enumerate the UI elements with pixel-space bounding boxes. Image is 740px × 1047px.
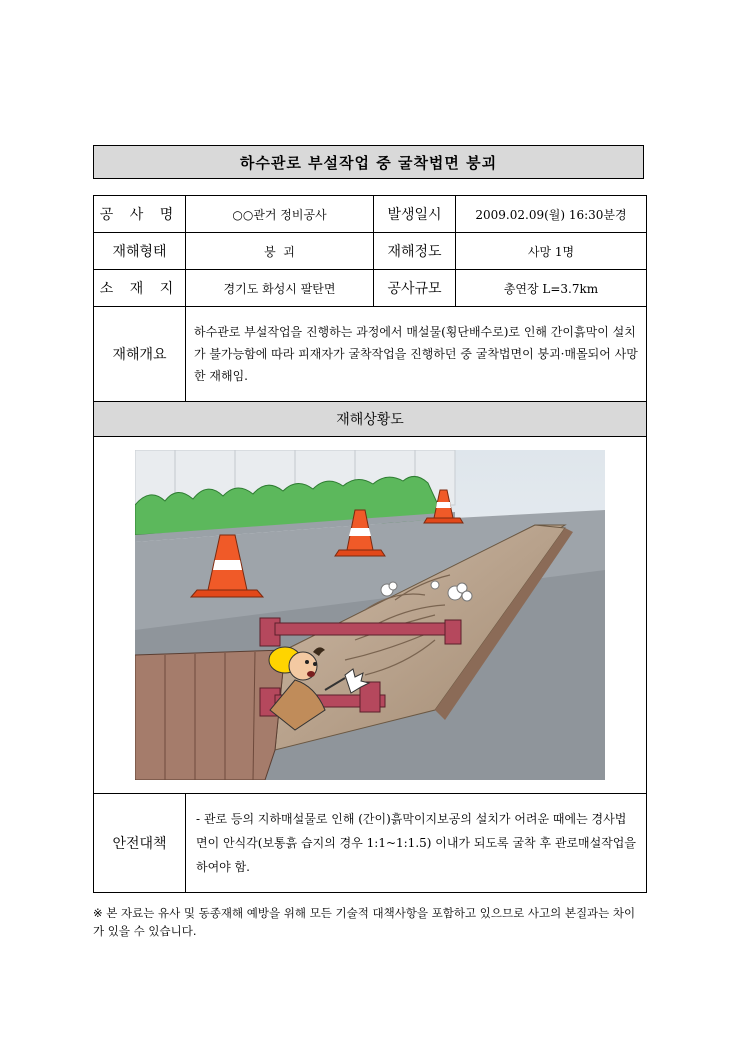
accident-illustration [135,450,605,780]
severity-value: 사망 1명 [456,233,647,270]
location-label: 소 재 지 [94,270,186,307]
scale-value: 총연장 L=3.7km [456,270,647,307]
type-label: 재해형태 [94,233,186,270]
measures-label: 안전대책 [94,794,186,893]
measures-text: - 관로 등의 지하매설물로 인해 (간이)흙막이지보공의 설치가 어려운 때에는 경사법면이 안식각(보통흙 습지의 경우 1:1~1:1.5) 이내가 되도록 굴착 후 관로매설작업을 하여야 함. [186,794,647,893]
document-title: 하수관로 부설작업 중 굴착법면 붕괴 [93,145,644,179]
project-value: ○○관거 정비공사 [186,196,374,233]
illustration-heading: 재해상황도 [94,402,647,437]
accident-info-table [93,195,647,893]
type-value: 붕 괴 [186,233,374,270]
severity-label: 재해정도 [374,233,456,270]
footnote: ※ 본 자료는 유사 및 동종재해 예방을 위해 모든 기술적 대책사항을 포함하고 있으므로 사고의 본질과는 차이가 있을 수 있습니다. [93,906,636,938]
date-label: 발생일시 [374,196,456,233]
date-value: 2009.02.09(월) 16:30분경 [456,196,647,233]
scale-label: 공사규모 [374,270,456,307]
illustration-cell [94,437,647,794]
location-value: 경기도 화성시 팔탄면 [186,270,374,307]
project-label: 공 사 명 [94,196,186,233]
summary-label: 재해개요 [94,307,186,402]
summary-text: 하수관로 부설작업을 진행하는 과정에서 매설물(횡단배수로)로 인해 간이흙막이 설치가 불가능함에 따라 피재자가 굴착작업을 진행하던 중 굴착법면이 붕괴·매몰되어 사망한 재해임. [186,307,647,402]
